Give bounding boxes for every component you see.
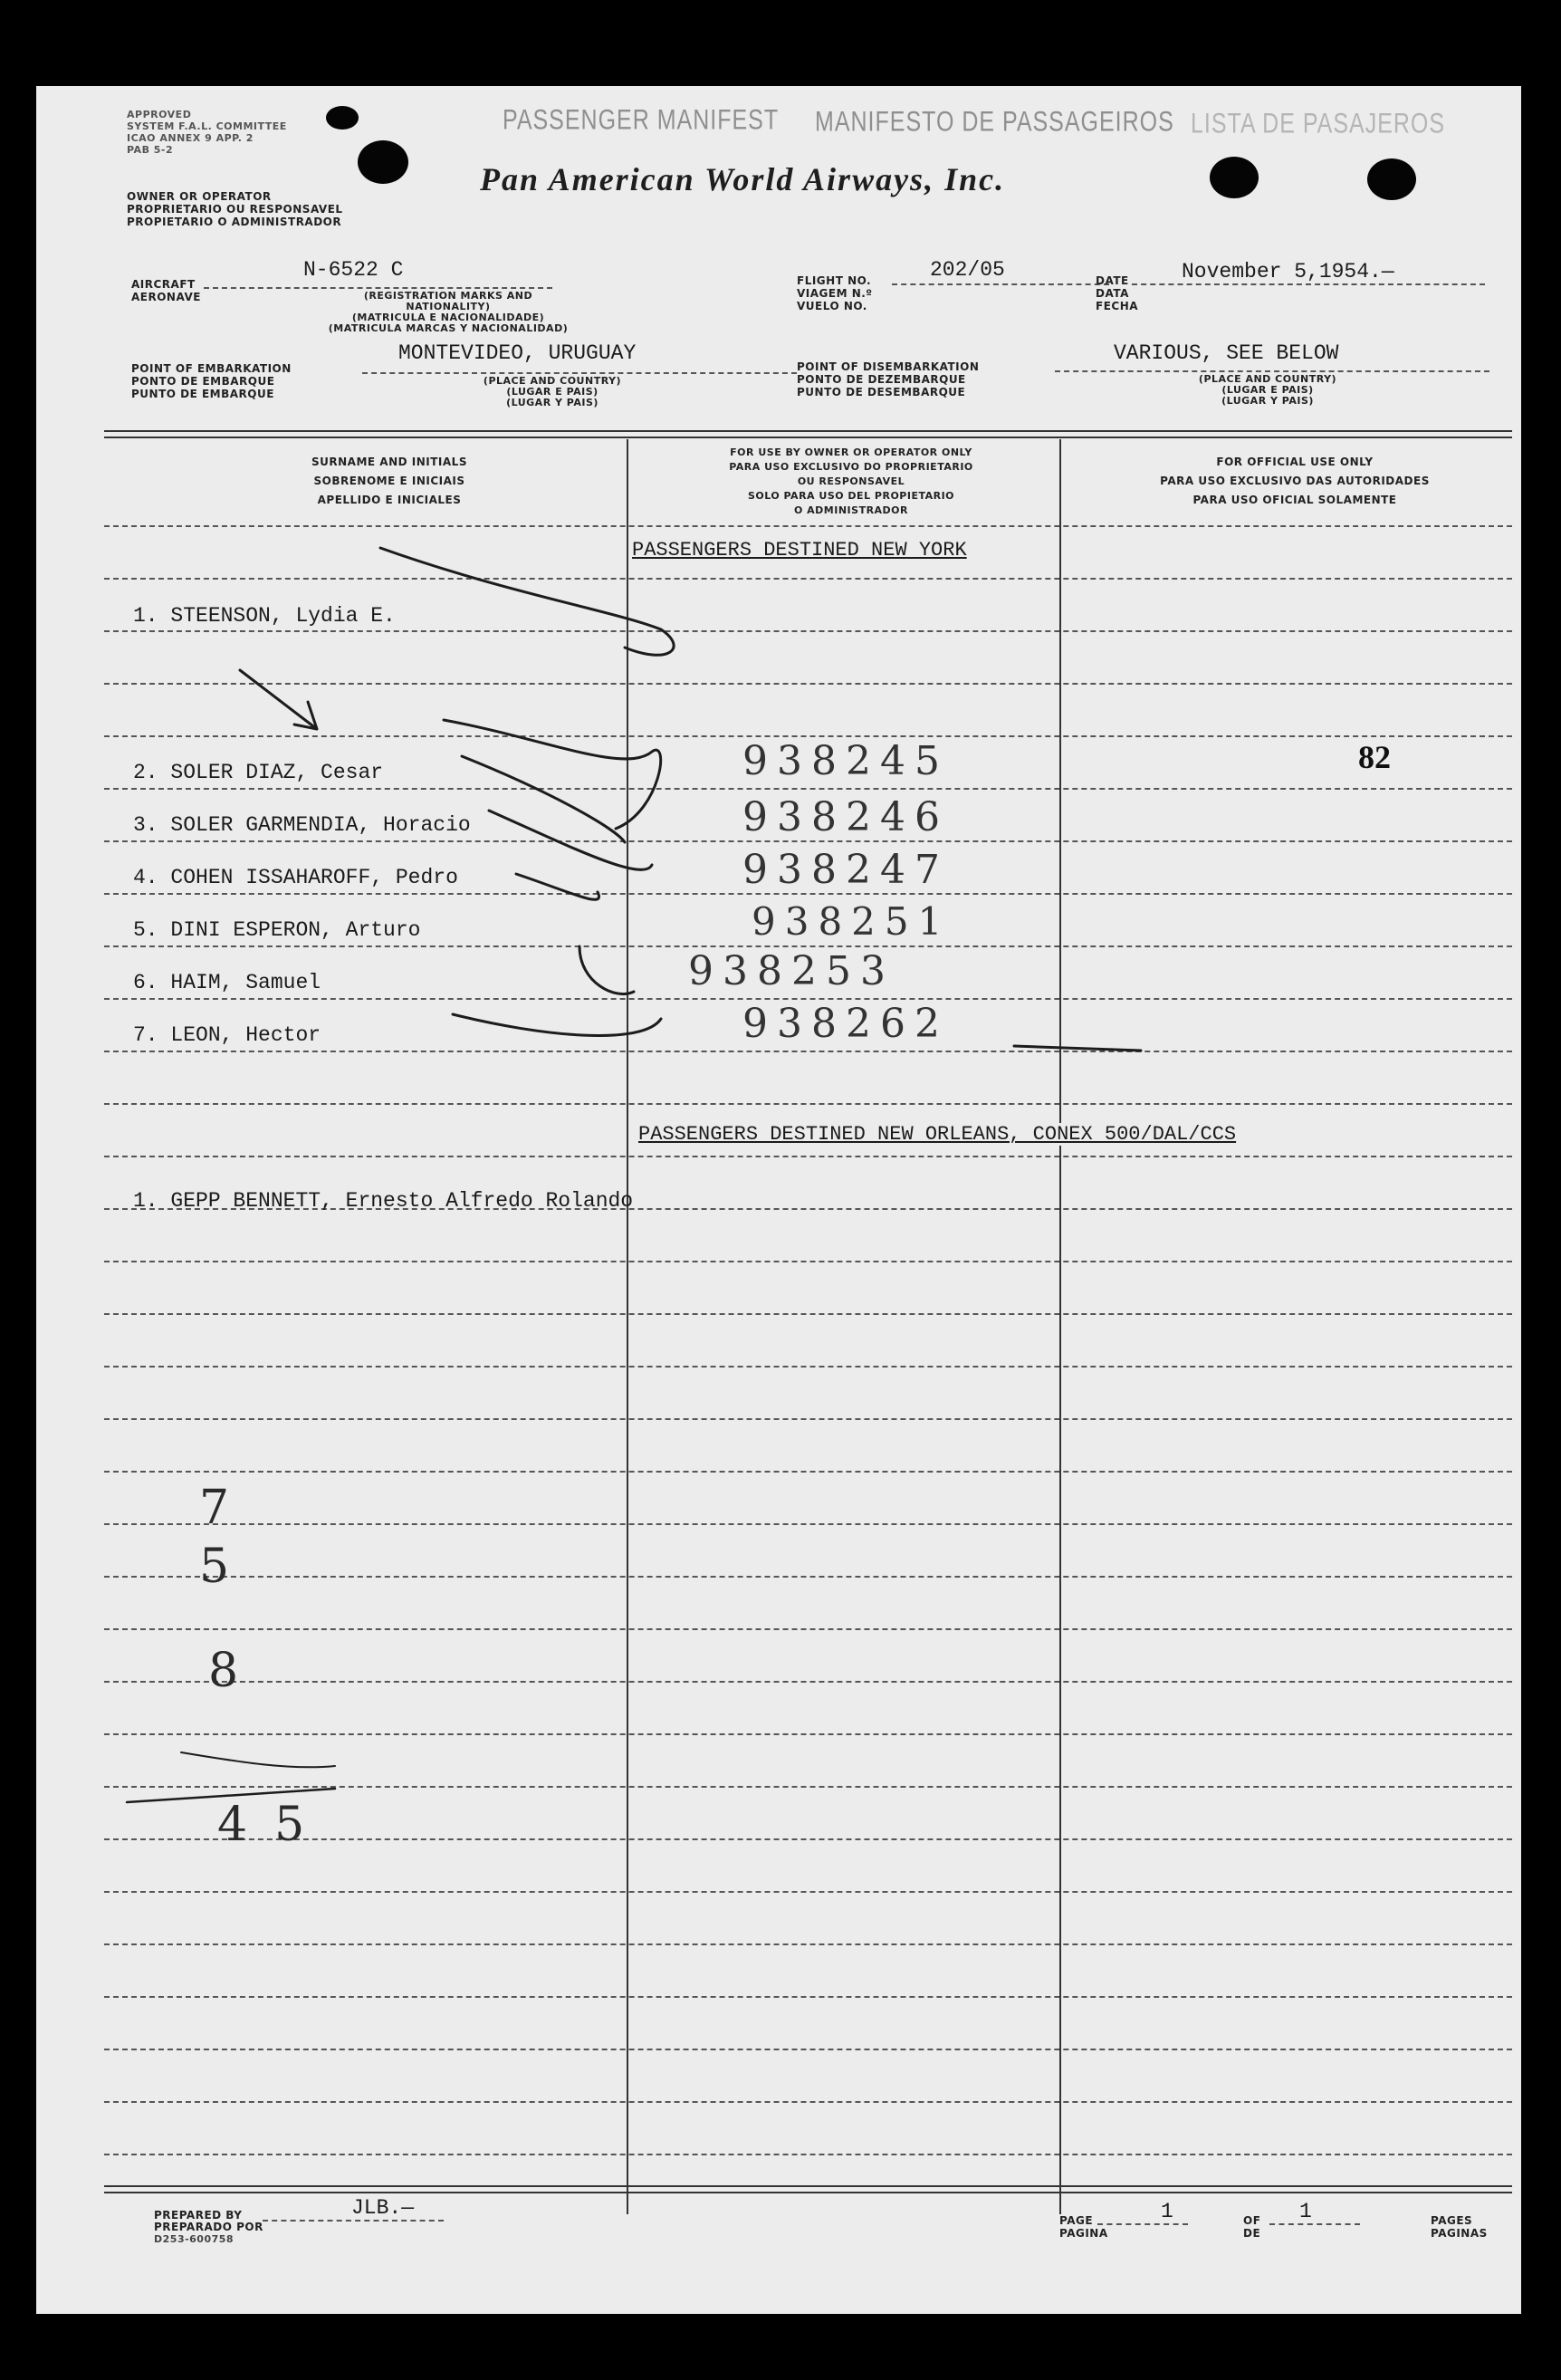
passenger-name: SOLER DIAZ, Cesar	[170, 761, 384, 784]
approval-line: PAB 5-2	[127, 144, 174, 156]
pen-stroke	[579, 946, 634, 994]
page-value: 1	[1161, 2200, 1173, 2223]
label-line: PAGES	[1431, 2214, 1473, 2227]
label-line: DE	[1243, 2227, 1261, 2240]
passenger-number: 7.	[133, 1023, 158, 1047]
caption-line: (LUGAR Y PAIS)	[506, 397, 599, 408]
approval-line: APPROVED	[127, 109, 192, 120]
pen-stroke	[489, 811, 652, 869]
owner-line: OWNER OR OPERATOR	[127, 190, 272, 203]
prepared-value: JLB.—	[351, 2196, 415, 2220]
tally-number: 45	[217, 1798, 332, 1852]
caption-line: (PLACE AND COUNTRY)	[1198, 373, 1337, 385]
pen-stroke	[453, 1014, 661, 1036]
official-count: 82	[1358, 739, 1391, 775]
header-line: FOR USE BY OWNER OR OPERATOR ONLY	[730, 446, 972, 458]
caption-line: (MATRICULA MARCAS Y NACIONALIDAD)	[328, 322, 569, 334]
passenger-number: 2.	[133, 761, 158, 784]
label-line: PONTO DE DEZEMBARQUE	[797, 373, 966, 386]
pen-stroke	[462, 756, 625, 842]
pen-stroke	[240, 670, 317, 729]
passenger-name: SOLER GARMENDIA, Horacio	[170, 813, 471, 837]
ticket-number: 938246	[742, 794, 949, 840]
label-line: POINT OF EMBARKATION	[131, 362, 292, 375]
title-passenger-manifest: PASSENGER MANIFEST	[503, 104, 780, 136]
caption-line: (LUGAR E PAIS)	[1221, 384, 1314, 396]
tally-number: 5	[199, 1540, 230, 1594]
header-line: PARA USO OFICIAL SOLAMENTE	[1192, 494, 1397, 506]
tally-number: 7	[199, 1481, 230, 1535]
label-line: FLIGHT NO.	[797, 274, 872, 287]
header-line: SOLO PARA USO DEL PROPIETARIO	[747, 490, 955, 502]
label-line: DATE	[1096, 274, 1129, 287]
label-line: PAGINAS	[1431, 2227, 1488, 2240]
passenger-number: 4.	[133, 866, 158, 889]
embark-value: MONTEVIDEO, URUGUAY	[398, 341, 637, 365]
flight-value: 202/05	[930, 258, 1005, 282]
pen-stroke	[181, 1752, 335, 1767]
label-line: OF	[1243, 2214, 1261, 2227]
header-line: APELLIDO E INICIALES	[317, 494, 462, 506]
passenger-name: GEPP BENNETT, Ernesto Alfredo Rolando	[170, 1189, 634, 1213]
date-value: November 5,1954.—	[1182, 260, 1394, 283]
passenger-number: 3.	[133, 813, 158, 837]
label-line: FECHA	[1096, 300, 1139, 312]
passenger-number: 1.	[133, 604, 158, 628]
caption-line: (LUGAR Y PAIS)	[1221, 395, 1314, 407]
disembark-value: VARIOUS, SEE BELOW	[1114, 341, 1339, 365]
pen-stroke	[1014, 1046, 1141, 1051]
handwriting-strokes	[36, 86, 1521, 2314]
of-value: 1	[1299, 2200, 1312, 2223]
label-line: AERONAVE	[131, 291, 201, 303]
header-line: FOR OFFICIAL USE ONLY	[1216, 456, 1374, 468]
passenger-name: DINI ESPERON, Arturo	[170, 918, 421, 942]
manifest-sheet	[36, 86, 1521, 2314]
pen-stroke	[516, 874, 599, 899]
pen-stroke	[127, 1789, 335, 1802]
header-line: O ADMINISTRADOR	[793, 504, 909, 516]
label-line: VUELO NO.	[797, 300, 867, 312]
aircraft-value: N-6522 C	[303, 258, 404, 282]
passenger-number: 5.	[133, 918, 158, 942]
passenger-name: HAIM, Samuel	[170, 971, 321, 994]
passenger-name: STEENSON, Lydia E.	[170, 604, 396, 628]
owner-line: PROPRIETARIO OU RESPONSAVEL	[127, 203, 343, 216]
label-line: DATA	[1096, 287, 1129, 300]
label-line: PAGINA	[1059, 2227, 1108, 2240]
header-line: SOBRENOME E INICIAIS	[313, 475, 465, 487]
owner-line: PROPIETARIO O ADMINISTRADOR	[127, 216, 342, 228]
ticket-number: 938251	[752, 899, 952, 944]
ticket-number: 938262	[742, 1001, 949, 1047]
passenger-number: 6.	[133, 971, 158, 994]
label-line: PONTO DE EMBARQUE	[131, 375, 275, 388]
caption-line: (LUGAR E PAIS)	[506, 386, 599, 398]
label-line: VIAGEM N.º	[797, 287, 873, 300]
passenger-number: 1.	[133, 1189, 158, 1213]
label-line: PREPARED BY	[154, 2209, 243, 2222]
pen-stroke	[380, 548, 674, 655]
header-line: PARA USO EXCLUSIVO DO PROPRIETARIO	[729, 461, 973, 473]
approval-line: SYSTEM F.A.L. COMMITTEE	[127, 120, 287, 132]
title-manifesto: MANIFESTO DE PASSAGEIROS	[815, 106, 1174, 138]
label-line: AIRCRAFT	[131, 278, 196, 291]
approval-line: ICAO ANNEX 9 APP. 2	[127, 132, 254, 144]
title-lista: LISTA DE PASAJEROS	[1191, 108, 1446, 139]
caption-line: (MATRICULA E NACIONALIDADE)	[351, 312, 545, 323]
passenger-name: LEON, Hector	[170, 1023, 321, 1047]
ticket-number: 938245	[742, 738, 949, 784]
airline-name: Pan American World Airways, Inc.	[480, 161, 1006, 197]
label-line: POINT OF DISEMBARKATION	[797, 360, 980, 373]
header-line: OU RESPONSAVEL	[797, 475, 905, 487]
ticket-number: 938247	[742, 847, 949, 893]
tally-number: 8	[208, 1644, 239, 1698]
ticket-number: 938253	[688, 948, 895, 994]
caption-line: (REGISTRATION MARKS AND NATIONALITY)	[363, 290, 533, 312]
label-line: PAGE	[1059, 2214, 1094, 2227]
pen-stroke	[444, 720, 661, 829]
group-heading-new-orleans: PASSENGERS DESTINED NEW ORLEANS, CONEX 500/DAL/CCS	[638, 1123, 1237, 1146]
label-line: PUNTO DE DESEMBARQUE	[797, 386, 966, 398]
caption-line: (PLACE AND COUNTRY)	[483, 375, 622, 387]
form-number: D253-600758	[154, 2233, 235, 2245]
label-line: PUNTO DE EMBARQUE	[131, 388, 274, 400]
header-line: PARA USO EXCLUSIVO DAS AUTORIDADES	[1160, 475, 1430, 487]
passenger-name: COHEN ISSAHAROFF, Pedro	[170, 866, 458, 889]
header-line: SURNAME AND INITIALS	[311, 456, 467, 468]
label-line: PREPARADO POR	[154, 2221, 263, 2233]
group-heading-new-york: PASSENGERS DESTINED NEW YORK	[632, 539, 967, 561]
